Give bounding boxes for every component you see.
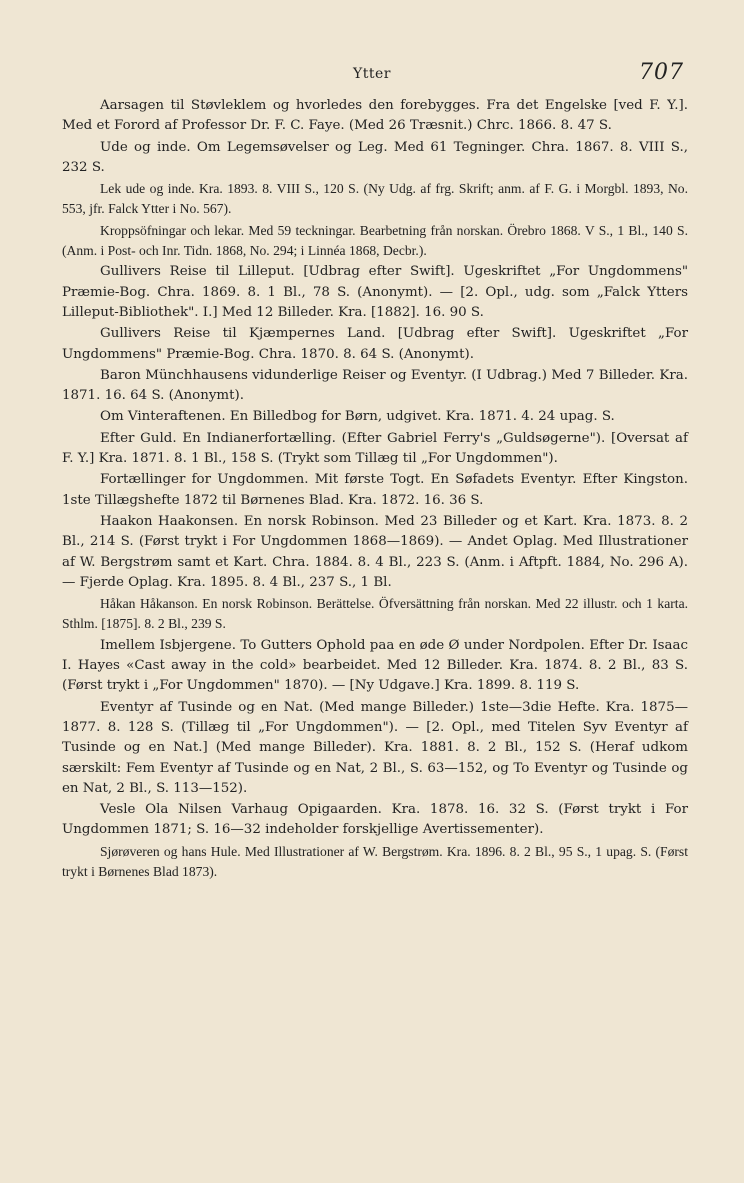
entry-vinteraftenen: Om Vinteraftenen. En Billedbog for Børn, udgivet. Kra. 1871. 4. 24 upag. S. <box>100 409 615 425</box>
entry-ude-og-inde: Ude og inde. Om Legemsøvelser og Leg. Med 61 Tegninger. Chra. 1867. 8. VIII S., 232 S. <box>62 139 688 175</box>
entry-lek-ude-og-inde: Lek ude og inde. Kra. 1893. 8. VIII S., 120 S. (Ny Udg. af frg. Skrift; anm. af F. G. i Morgbl. 1893, No. 553, jfr. Falck Ytter i No. 567). <box>62 181 688 217</box>
running-head: Ytter <box>353 66 391 82</box>
entry-aarsagen: Aarsagen til Støvleklem og hvorledes den forebygges. Fra det Engelske [ved F. Y.]. Med et Forord af Professor Dr. F. C. Faye. (Med 26 Træsnit.) Chrc. 1866. 8. 47 S. <box>62 98 688 134</box>
entry-fortaellinger: Fortællinger for Ungdommen. Mit første Togt. En Søfadets Eventyr. Efter Kingston. 1ste Tillægshefte 1872 til Børnenes Blad. Kra. 1872. 16. 36 S. <box>62 472 688 508</box>
entry-vesle-ola: Vesle Ola Nilsen Varhaug Opigaarden. Kra. 1878. 16. 32 S. (Først trykt i For Ungdommen 1871; S. 16—32 indeholder forskjellige Avertissementer). <box>62 802 688 838</box>
entry-gullivers-kjaempernes: Gullivers Reise til Kjæmpernes Land. [Udbrag efter Swift]. Ugeskriftet „For Ungdommens" Præmie-Bog. Chra. 1870. 8. 64 S. (Anonymt). <box>62 326 688 362</box>
entry-munchhausen: Baron Münchhausens vidunderlige Reiser og Eventyr. (I Udbrag.) Med 7 Billeder. Kra. 1871. 16. 64 S. (Anonymt). <box>62 367 688 404</box>
page-number: 707 <box>639 60 684 85</box>
entry-haakon-haakonsen: Haakon Haakonsen. En norsk Robinson. Med 23 Billeder og et Kart. Kra. 1873. 8. 2 Bl., 214 S. (Først trykt i For Ungdommen 1868—1869). — Andet Oplag. Med Illustrationer af W. Bergstrøm samt et Kart. Chra. 1884. 8. 4 Bl., 223 S. (Anm. i Aftpft. 1884, No. 296 A). — Fjerde Oplag. Kra. 1895. 8. 4 Bl., 237 S., 1 Bl. <box>62 513 688 590</box>
entry-sjoroveren: Sjørøveren og hans Hule. Med Illustrationer af W. Bergstrøm. Kra. 1896. 8. 2 Bl., 95 S., 1 upag. S. (Først trykt i Børnenes Blad 1873). <box>62 843 688 879</box>
entry-hakan-hakanson: Håkan Håkanson. En norsk Robinson. Berättelse. Öfversättning från norskan. Med 22 illustr. och 1 karta. Sthlm. [1875]. 8. 2 Bl., 239 S. <box>62 596 688 632</box>
bibliography-entries <box>62 96 688 883</box>
entry-kroppsofningar: Kroppsöfningar och lekar. Med 59 teckningar. Bearbetning från norskan. Örebro 1868. V S., 1 Bl., 140 S. (Anm. i Post- och Inr. Tidn. 1868, No. 294; i Linnéa 1868, Decbr.). <box>62 222 688 259</box>
entry-imellem-isbjergene: Imellem Isbjergene. To Gutters Ophold paa en øde Ø under Nordpolen. Efter Dr. Isaac I. Hayes «Cast away in the cold» bearbeidet. Med 12 Billeder. Kra. 1874. 8. 2 Bl., 83 S. (Først trykt i „For Ungdommen" 1870). — [Ny Udgave.] Kra. 1899. 8. 119 S. <box>62 637 688 694</box>
entry-eventyr-tusinde: Eventyr af Tusinde og en Nat. (Med mange Billeder.) 1ste—3die Hefte. Kra. 1875—1877. 8. 128 S. (Tillæg til „For Ungdommen"). — [2. Opl., med Titelen Syv Eventyr af Tusinde og en Nat.] (Med mange Billeder). Kra. 1881. 8. 2 Bl., 152 S. (Heraf udkom særskilt: Fem Eventyr af Tusinde og en Nat, 2 Bl., S. 63—152, og To Eventyr og Tusinde og en Nat, 2 Bl., S. 113—152). <box>62 699 688 796</box>
entry-efter-guld: Efter Guld. En Indianerfortælling. (Efter Gabriel Ferry's „Guldsøgerne"). [Oversat af F. Y.] Kra. 1871. 8. 1 Bl., 158 S. (Trykt som Tillæg til „For Ungdommen"). <box>62 430 688 467</box>
entry-gullivers-lilleput: Gullivers Reise til Lilleput. [Udbrag efter Swift]. Ugeskriftet „For Ungdommens" Præmie-Bog. Chra. 1869. 8. 1 Bl., 78 S. (Anonymt). — [2. Opl., udg. som „Falck Ytters Lilleput-Bibliothek". I.] Med 12 Billeder. Kra. [1882]. 16. 90 S. <box>62 264 688 320</box>
